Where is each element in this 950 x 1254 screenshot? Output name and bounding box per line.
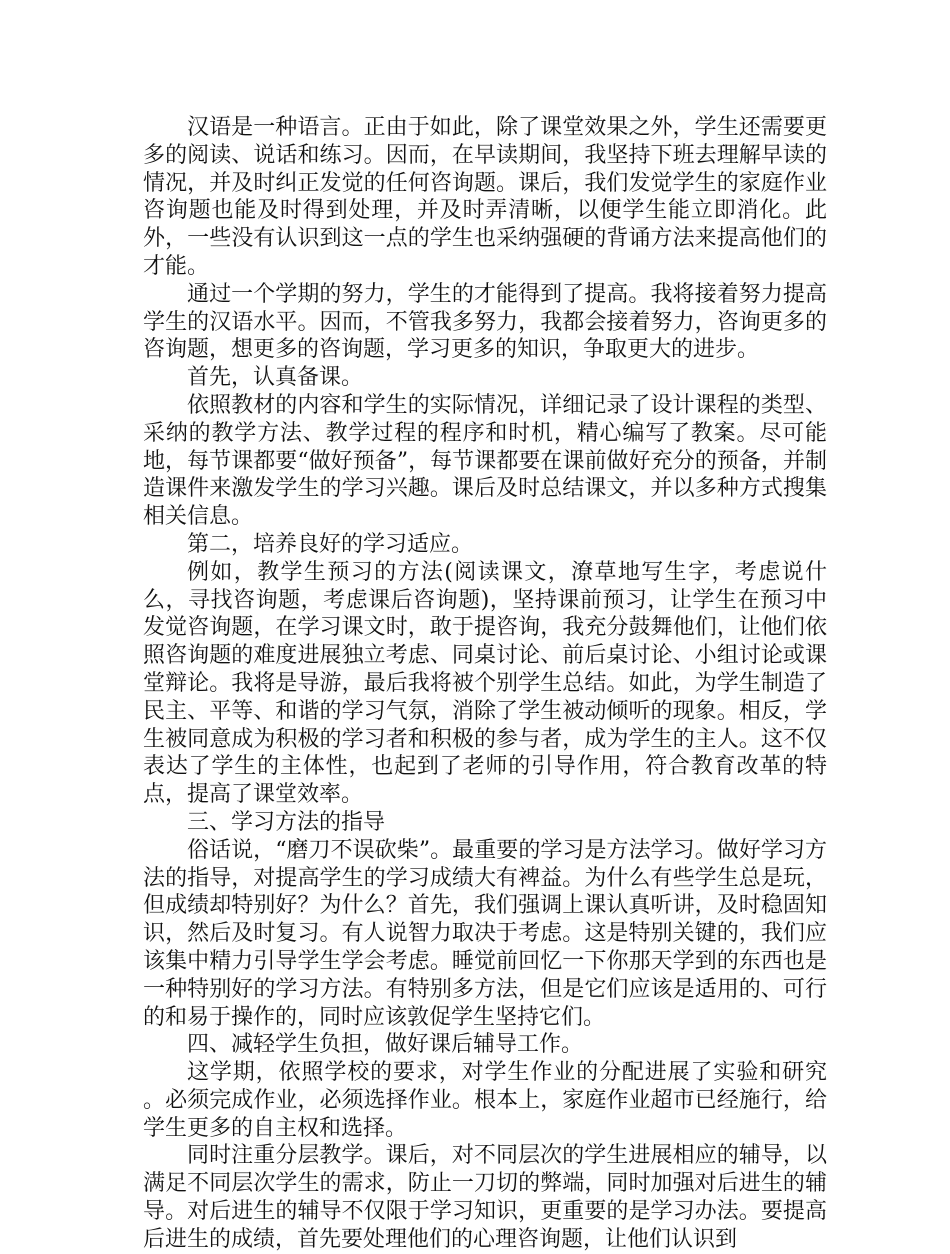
section-heading-study-methods: 三、学习方法的指导 [187, 809, 386, 835]
document-body [143, 114, 827, 1254]
section-heading-prepare-lessons: 首先，认真备课。 [187, 365, 364, 391]
paragraph-6: 这学期，依照学校的要求，对学生作业的分配进展了实验和研究 。必须完成作业，必须选择作业。根本上，家庭作业超市已经施行，给学生更多的自主权和选择。 [143, 1060, 827, 1141]
paragraph-4: 例如，教学生预习的方法(阅读课文，潦草地写生字，考虑说什么，寻找咨询题，考虑课后咨询题)，坚持课前预习，让学生在预习中发觉咨询题，在学习课文时，敢于提咨询，我充分鼓舞他们，让他们依照咨询题的难度进展独立考虑、同桌讨论、前后桌讨论、小组讨论或课堂辩论。我将是导游，最后我将被个别学生总结。如此，为学生制造了民主、平等、和谐的学习气氛，消除了学生被动倾听的现象。相反，学生被同意成为积极的学习者和积极的参与者，成为学生的主人。这不仅表达了学生的主体性，也起到了老师的引导作用，符合教育改革的特点，提高了课堂效率。 [143, 559, 827, 808]
paragraph-2: 通过一个学期的努力，学生的才能得到了提高。我将接着努力提高学生的汉语水平。因而，不管我多努力，我都会接着努力，咨询更多的咨询题，想更多的咨询题，学习更多的知识，争取更大的进步。 [143, 281, 827, 363]
section-heading-reduce-burden: 四、减轻学生负担，做好课后辅导工作。 [187, 1032, 584, 1058]
section-heading-study-habits: 第二，培养良好的学习适应。 [187, 531, 474, 557]
paragraph-5: 俗话说，“磨刀不误砍柴”。最重要的学习是方法学习。做好学习方法的指导，对提高学生的学习成绩大有裨益。为什么有些学生总是玩，但成绩却特别好？为什么？首先，我们强调上课认真听讲，及时稳固知识，然后及时复习。有人说智力取决于考虑。这是特别关键的，我们应该集中精力引导学生学会考虑。睡觉前回忆一下你那天学到的东西也是一种特别好的学习方法。有特别多方法，但是它们应该是适用的、可行的和易于操作的，同时应该敦促学生坚持它们。 [143, 837, 827, 1030]
paragraph-7: 同时注重分层教学。课后，对不同层次的学生进展相应的辅导，以满足不同层次学生的需求，防止一刀切的弊端，同时加强对后进生的辅导。对后进生的辅导不仅限于学习知识，更重要的是学习办法。要提高后进生的成绩，首先要处理他们的心理咨询题，让他们认识到 [143, 1143, 827, 1252]
paragraph-3: 依照教材的内容和学生的实际情况，详细记录了设计课程的类型、采纳的教学方法、教学过程的程序和时机，精心编写了教案。尽可能地，每节课都要“做好预备”，每节课都要在课前做好充分的预备，并制造课件来激发学生的学习兴趣。课后及时总结课文，并以多种方式搜集相关信息。 [143, 392, 827, 530]
paragraph-1: 汉语是一种语言。正由于如此，除了课堂效果之外，学生还需要更多的阅读、说话和练习。因而，在早读期间，我坚持下班去理解早读的情况，并及时纠正发觉的任何咨询题。课后，我们发觉学生的家庭作业咨询题也能及时得到处理，并及时弄清晰，以便学生能立即消化。此外，一些没有认识到这一点的学生也采纳强硬的背诵方法来提高他们的才能。 [143, 115, 827, 279]
